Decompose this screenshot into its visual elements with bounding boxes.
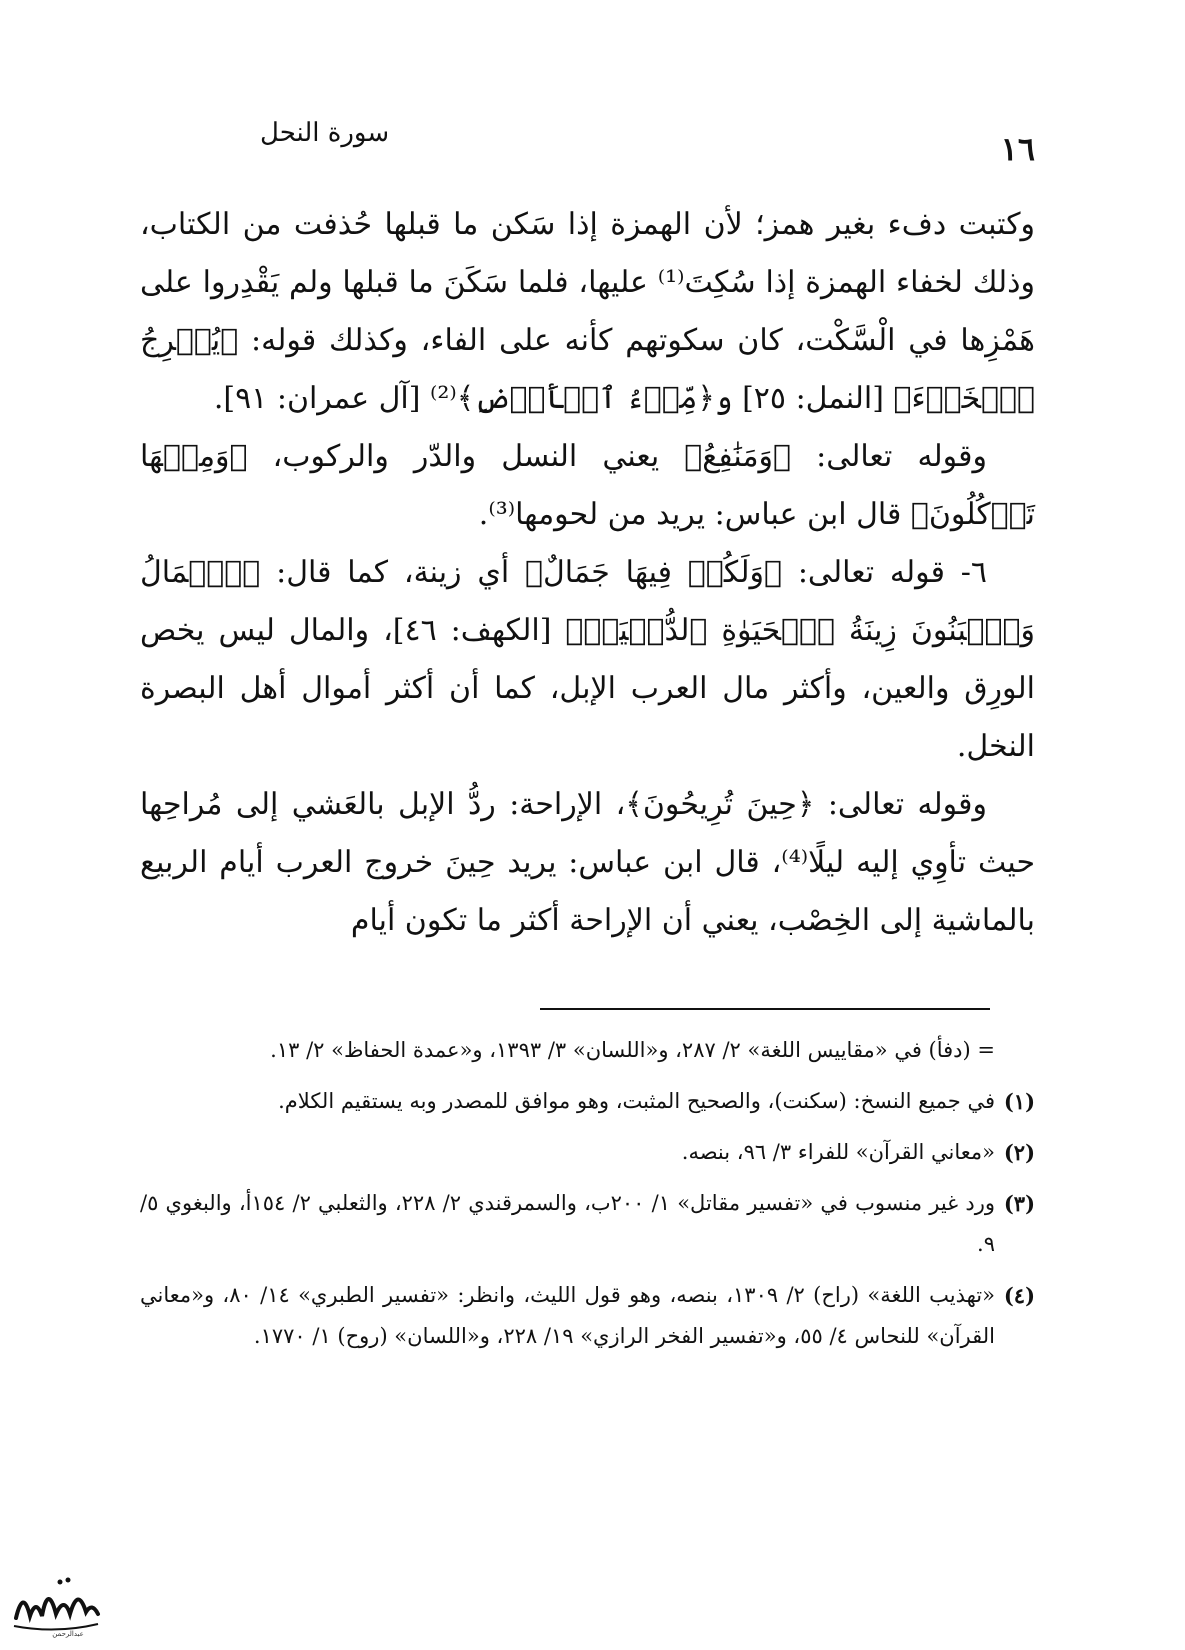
- main-text: [140, 196, 1035, 950]
- footnote-text: ورد غير منسوب في «تفسير مقاتل» ١/ ٢٠٠ب، والسمرقندي ٢/ ٢٢٨، والثعلبي ٢/ ١٥٤أ، والبغوي ٥/ ٩.: [140, 1191, 995, 1256]
- footnote-text: = (دفأ) في «مقاييس اللغة» ٢/ ٢٨٧، و«اللسان» ٣/ ١٣٩٣، و«عمدة الحفاظ» ٢/ ١٣.: [270, 1038, 995, 1062]
- footnote-continuation: [140, 1030, 1035, 1071]
- footnote-number: (٢): [1003, 1140, 1035, 1165]
- paragraph: ٦- قوله تعالى: ﴿وَلَكُمۡ فِيهَا جَمَالٌ﴾ أي زينة، كما قال: ﴿ٱلۡمَالُ وَٱلۡبَنُونَ زِينَةُ ٱلۡحَيَوٰةِ ٱلدُّنۡيَاۖ﴾ [الكهف: ٤٦]، والمال ليس يخص الورِق والعين، وأكثر مال العرب الإبل، كما أن أكثر أموال أهل البصرة النخل.: [140, 555, 1036, 764]
- paragraph: وقوله تعالى: ﴿وَمَنَٰفِعُ﴾ يعني النسل والدّر والركوب، ﴿وَمِنۡهَا تَأۡكُلُونَ﴾ قال ابن عباس: يريد من لحومها⁽³⁾.: [140, 439, 1035, 532]
- footnote-text: «تهذيب اللغة» (راح) ٢/ ١٣٠٩، بنصه، وهو قول الليث، وانظر: «تفسير الطبري» ١٤/ ٨٠، و«معاني القرآن» للنحاس ٤/ ٥٥، و«تفسير الفخر الرازي» ١٩/ ٢٢٨، و«اللسان» (روح) ١/ ١٧٧٠.: [140, 1283, 995, 1348]
- svg-text:عبدالرحمن: عبدالرحمن: [52, 1630, 84, 1638]
- page-number: ١٦: [1000, 130, 1035, 168]
- footnote-number: (٣): [1003, 1191, 1035, 1216]
- footnote: [140, 1132, 1035, 1173]
- publisher-logo-icon: [8, 1568, 103, 1640]
- footnote-text: في جميع النسخ: (سكنت)، والصحيح المثبت، وهو موافق للمصدر وبه يستقيم الكلام.: [278, 1089, 995, 1113]
- footnote: [140, 1275, 1035, 1357]
- page-header: [140, 110, 1035, 168]
- footnote: [140, 1183, 1035, 1265]
- paragraph: وكتبت دفء بغير همز؛ لأن الهمزة إذا سَكن ما قبلها حُذفت من الكتاب، وذلك لخفاء الهمزة إذا سُكِتَ⁽¹⁾ عليها، فلما سَكَنَ ما قبلها ولم يَقْدِروا على هَمْزِها في الْسَّكْت، كان سكوتهم كأنه على الفاء، وكذلك قوله: ﴿يُخۡرِجُ ٱلۡخَبۡءَ﴾ [النمل: ٢٥] و﴿مِّلۡءُ ٱلۡأَرۡضِ﴾⁽²⁾ [آل عمران: ٩١].: [140, 207, 1035, 416]
- footnote: [140, 1081, 1035, 1122]
- footnote-separator: [540, 1008, 990, 1010]
- running-title: سورة النحل: [260, 118, 390, 148]
- paragraph: وقوله تعالى: ﴿حِينَ تُرِيحُونَ﴾، الإراحة: ردُّ الإبل بالعَشي إلى مُراحِها حيث تأوِي إليه ليلًا⁽⁴⁾، قال ابن عباس: يريد حِينَ خروج العرب أيام الربيع بالماشية إلى الخِصْب، يعني أن الإراحة أكثر ما تكون أيام: [140, 787, 1036, 938]
- footnotes: [140, 1030, 1035, 1367]
- footnote-text: «معاني القرآن» للفراء ٣/ ٩٦، بنصه.: [681, 1140, 995, 1164]
- footnote-number: (٤): [1003, 1283, 1035, 1308]
- footnote-number: (١): [1003, 1089, 1035, 1114]
